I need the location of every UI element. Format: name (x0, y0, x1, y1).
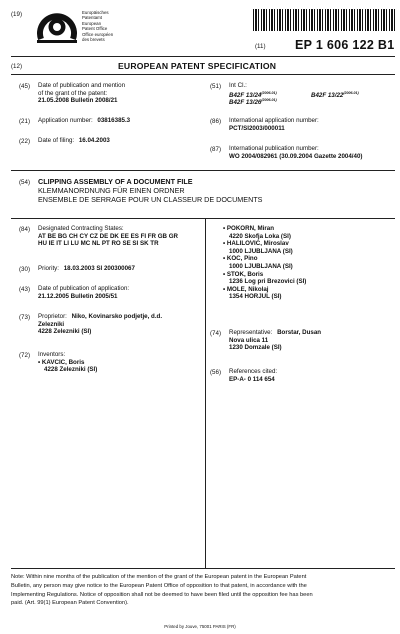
field-value: EP-A- 0 114 654 (229, 375, 275, 383)
code-30: (30) (19, 266, 31, 273)
field-value: Niko, Kovinarsko podjetje, d.d. (71, 313, 163, 320)
classification-version: (2006.01) (343, 90, 359, 95)
opposition-note (11, 573, 399, 608)
publication-number: EP 1 606 122 B1 (295, 38, 395, 52)
field-value: HU IE IT LI LU MC NL PT RO SE SI SK TR (38, 240, 159, 248)
divider (11, 74, 395, 75)
inventor-name: • STOK, Boris (223, 270, 264, 278)
field-value: 4228 Zelezniki (SI) (38, 328, 92, 336)
intl-application-field (229, 117, 319, 132)
note-line: paid. (Art. 99(1) European Patent Convention). (11, 600, 129, 607)
inventor-address: 1000 LJUBLJANA (SI) (229, 247, 293, 255)
note-line: Note: Within nine months of the publication of the mention of the grant of the European patent in the European Patent (11, 574, 307, 580)
divider (11, 218, 395, 219)
representative-field (229, 329, 321, 352)
classification-code: B42F 13/22 (311, 91, 344, 99)
note-line: Implementing Regulations. Notice of opposition shall not be deemed to have been filed until the opposition fee has been (11, 591, 313, 598)
field-value: 1230 Domzale (SI) (229, 344, 282, 352)
field-label: Date of publication of application: (38, 285, 130, 292)
code-43: (43) (19, 286, 31, 293)
office-line: Europäisches (82, 10, 109, 15)
code-21: (21) (19, 118, 31, 125)
field-value: Borstar, Dusan (277, 329, 322, 336)
proprietor-field (38, 313, 162, 336)
designated-states-field (38, 225, 178, 248)
classification-code: B42F 13/24 (229, 91, 262, 99)
field-label: International publication number: (229, 145, 319, 152)
classification-code: B42F 13/26 (229, 99, 262, 107)
office-line: Patent Office (82, 26, 108, 32)
field-value: Zelezniki (38, 320, 65, 328)
field-label: Proprietor: (38, 313, 67, 320)
inventor-address: 1000 LJUBLJANA (SI) (229, 262, 293, 270)
field-label: Representative: (229, 329, 273, 336)
inventor-address: 1354 HORJUL (SI) (229, 293, 282, 301)
title-de: KLEMMANORDNUNG FÜR EINEN ORDNER (38, 186, 185, 195)
epo-logo-icon (37, 9, 77, 46)
office-line: des brevets (82, 37, 105, 43)
code-73: (73) (19, 314, 31, 321)
field-label: Date of filing: (38, 137, 75, 144)
note-line: Bulletin, any person may give notice to the European Patent Office of opposition to that patent, in accordance with the (11, 582, 307, 589)
title-en: CLIPPING ASSEMBLY OF A DOCUMENT FILE (38, 177, 193, 186)
inventor-list (223, 225, 306, 301)
barcode-icon (253, 9, 395, 31)
code-45: (45) (19, 83, 31, 90)
field-label: of the grant of the patent: (38, 89, 108, 97)
code-56: (56) (210, 369, 222, 376)
inventors-field (38, 351, 97, 374)
field-value: • KAVCIC, Boris (38, 358, 85, 366)
divider (11, 170, 395, 171)
inventor-name: • HALILOVIC, Miroslav (223, 240, 289, 248)
inventor-address: 1236 Log pri Brezovici (SI) (229, 278, 307, 286)
inventor-address: 4220 Skofja Loka (SI) (229, 232, 291, 240)
printer-line: Printed by Jouve, 75001 PARIS (FR) (164, 624, 236, 629)
code-19: (19) (11, 11, 23, 18)
field-label: Application number: (38, 117, 93, 124)
code-86: (86) (210, 118, 222, 125)
title-block (38, 177, 262, 204)
document-type: EUROPEAN PATENT SPECIFICATION (118, 61, 277, 71)
divider (11, 568, 395, 569)
grant-publication-field (38, 82, 125, 105)
code-12: (12) (11, 63, 23, 70)
application-number-field (38, 117, 130, 125)
office-line: Office européen (82, 31, 114, 37)
references-field (229, 368, 277, 383)
code-84: (84) (19, 226, 31, 233)
field-label: Priority: (38, 265, 59, 272)
inventor-name: • KOC, Pino (223, 255, 258, 263)
field-value: Nova ulica 11 (229, 336, 269, 344)
office-line: Patentamt (82, 15, 103, 21)
classification-row (229, 90, 399, 98)
field-label: Date of publication and mention (38, 82, 126, 89)
office-name-block (82, 10, 113, 42)
code-72: (72) (19, 352, 31, 359)
priority-field (38, 265, 135, 273)
field-label: Designated Contracting States: (38, 225, 124, 232)
field-label: International application number: (229, 117, 319, 124)
field-value: 21.05.2008 Bulletin 2008/21 (38, 97, 118, 105)
code-51: (51) (210, 83, 222, 90)
field-value: 03816385.3 (97, 117, 131, 124)
filing-date-field (38, 137, 110, 145)
inventor-name: • POKORN, Miran (223, 225, 274, 232)
code-54: (54) (19, 179, 31, 186)
code-11: (11) (255, 43, 266, 50)
field-value: WO 2004/082961 (30.09.2004 Gazette 2004/40) (229, 152, 363, 160)
field-value: 4228 Zelezniki (SI) (44, 366, 98, 374)
field-value: 18.03.2003 SI 200300067 (63, 265, 135, 272)
code-22: (22) (19, 138, 31, 145)
inventor-name: • MOLE, Nikolaj (223, 285, 269, 293)
code-74: (74) (210, 330, 222, 337)
intl-publication-field (229, 145, 362, 160)
classification-version: (2006.01) (261, 98, 277, 103)
column-divider (205, 218, 206, 568)
application-publication-field (38, 285, 129, 300)
office-line: European (82, 20, 102, 26)
classification-version: (2006.01) (261, 90, 277, 95)
code-87: (87) (210, 146, 222, 153)
field-value: AT BE BG CH CY CZ DE DK EE ES FI FR GB GR (38, 232, 179, 240)
int-cl-field (229, 82, 399, 107)
field-value: 21.12.2005 Bulletin 2005/51 (38, 292, 118, 300)
field-value: 16.04.2003 (78, 137, 110, 144)
field-label: Int Cl.: (229, 82, 247, 89)
field-value: PCT/SI2003/000011 (229, 124, 285, 132)
divider (11, 56, 395, 57)
title-fr: ENSEMBLE DE SERRAGE POUR UN CLASSEUR DE DOCUMENTS (38, 195, 263, 204)
field-label: References cited: (229, 368, 278, 375)
field-label: Inventors: (38, 351, 66, 358)
